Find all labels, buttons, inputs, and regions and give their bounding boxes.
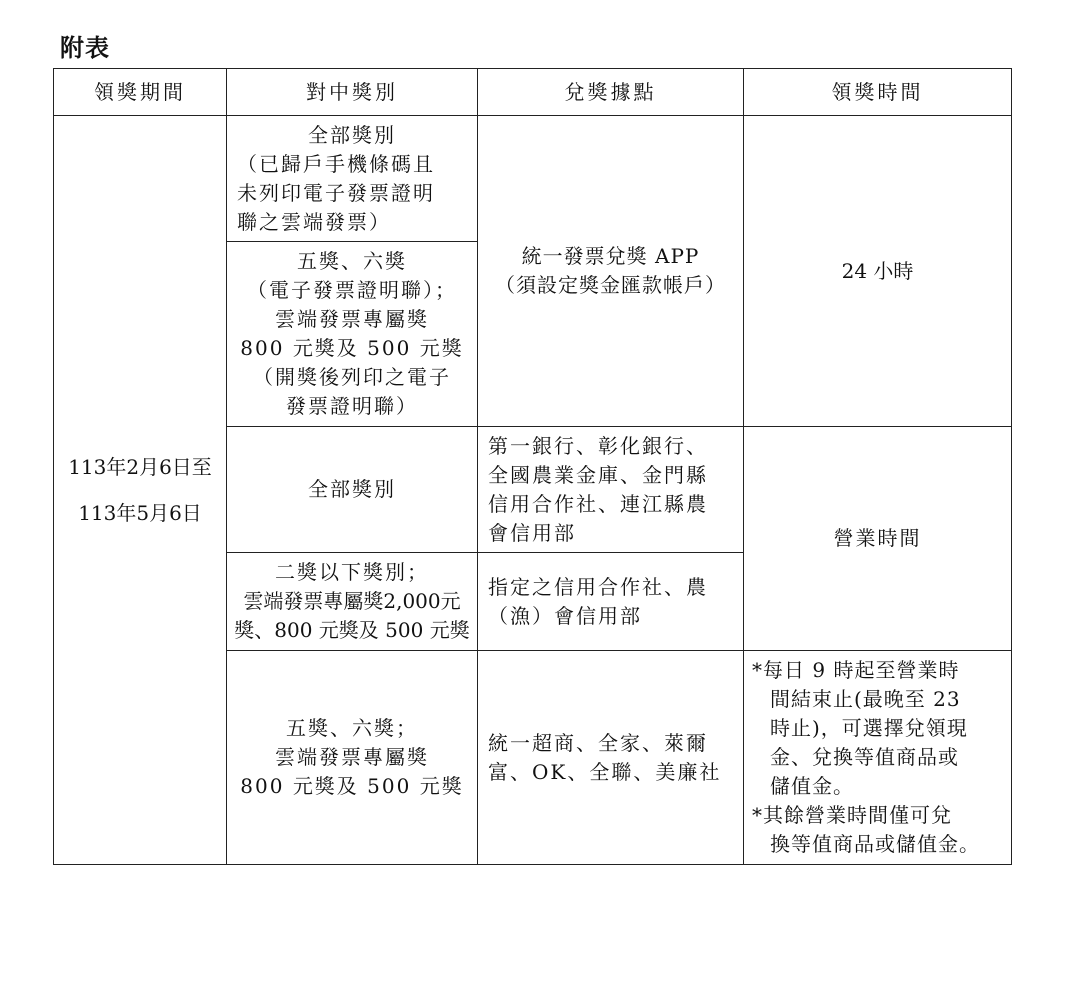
location-cell (478, 427, 744, 553)
period-cell (54, 116, 227, 865)
table-row (54, 116, 1012, 242)
note-line: 金、兌換等值商品或 (770, 745, 959, 769)
prize-line: 二獎以下獎別； (275, 560, 429, 584)
prize-line: 未列印電子發票證明 (237, 180, 435, 205)
location-line: 信用合作社、連江縣農 (488, 491, 708, 516)
prize-cell: 全部獎別 (227, 427, 478, 553)
location-line: 第一銀行、彰化銀行、 (488, 433, 708, 458)
prize-redemption-table (53, 68, 1012, 865)
note-line: *每日 9 時起至營業時 (752, 658, 960, 682)
location-line: 指定之信用合作社、農 (488, 574, 708, 599)
prize-line: 雲端發票專屬獎 (275, 307, 429, 331)
note-line: 間結束止(最晚至 23 (770, 687, 961, 711)
header-time: 領獎時間 (744, 69, 1012, 116)
note-line: 時止)，可選擇兌領現 (770, 716, 968, 740)
app-time-cell: 24 小時 (744, 116, 1012, 427)
prize-line: 800 元獎及 500 元獎 (240, 774, 464, 798)
period-end: 113年5月6日 (78, 501, 202, 525)
location-line: 統一發票兌獎 APP (521, 244, 700, 268)
prize-line: 雲端發票專屬獎2,000元 (243, 589, 461, 613)
prize-cell (227, 651, 478, 865)
prize-cell (227, 242, 478, 427)
location-line: 會信用部 (488, 520, 576, 545)
prize-line: 聯之雲端發票） (237, 209, 391, 234)
period-start: 113年2月6日至 (68, 455, 212, 479)
location-cell (478, 553, 744, 651)
note-line: 儲值金。 (770, 774, 854, 798)
location-line: 全國農業金庫、金門縣 (488, 462, 708, 487)
prize-line: 五獎、六獎 (297, 249, 407, 273)
location-line: （漁）會信用部 (488, 603, 642, 628)
prize-line: 800 元獎及 500 元獎 (240, 336, 464, 360)
prize-line: （開獎後列印之電子 (253, 365, 451, 389)
page-title: 附表 (60, 34, 110, 62)
bank-time-cell: 營業時間 (744, 427, 1012, 651)
location-line: （須設定獎金匯款帳戶） (495, 273, 726, 297)
note-line: 換等值商品或儲值金。 (770, 832, 980, 856)
prize-cell (227, 116, 478, 242)
header-location: 兌獎據點 (478, 69, 744, 116)
location-cell (478, 651, 744, 865)
app-location-cell (478, 116, 744, 427)
header-prize: 對中獎別 (227, 69, 478, 116)
location-line: 富、OK、全聯、美廉社 (488, 759, 722, 784)
prize-line: 五獎、六獎； (286, 716, 418, 740)
store-time-cell (744, 651, 1012, 865)
time-note (752, 801, 1003, 859)
prize-line: 獎、800 元獎及 500 元獎 (234, 618, 470, 642)
prize-cell (227, 553, 478, 651)
location-line: 統一超商、全家、萊爾 (488, 730, 708, 755)
table-header-row (54, 69, 1012, 116)
prize-line: （電子發票證明聯）； (247, 278, 457, 302)
prize-line: （已歸戶手機條碼且 (237, 151, 435, 176)
prize-line: 雲端發票專屬獎 (275, 745, 429, 769)
prize-line: 發票證明聯） (286, 394, 418, 418)
note-line: *其餘營業時間僅可兌 (752, 803, 952, 827)
header-period: 領獎期間 (54, 69, 227, 116)
prize-line: 全部獎別 (308, 122, 396, 147)
time-note (752, 656, 1003, 801)
